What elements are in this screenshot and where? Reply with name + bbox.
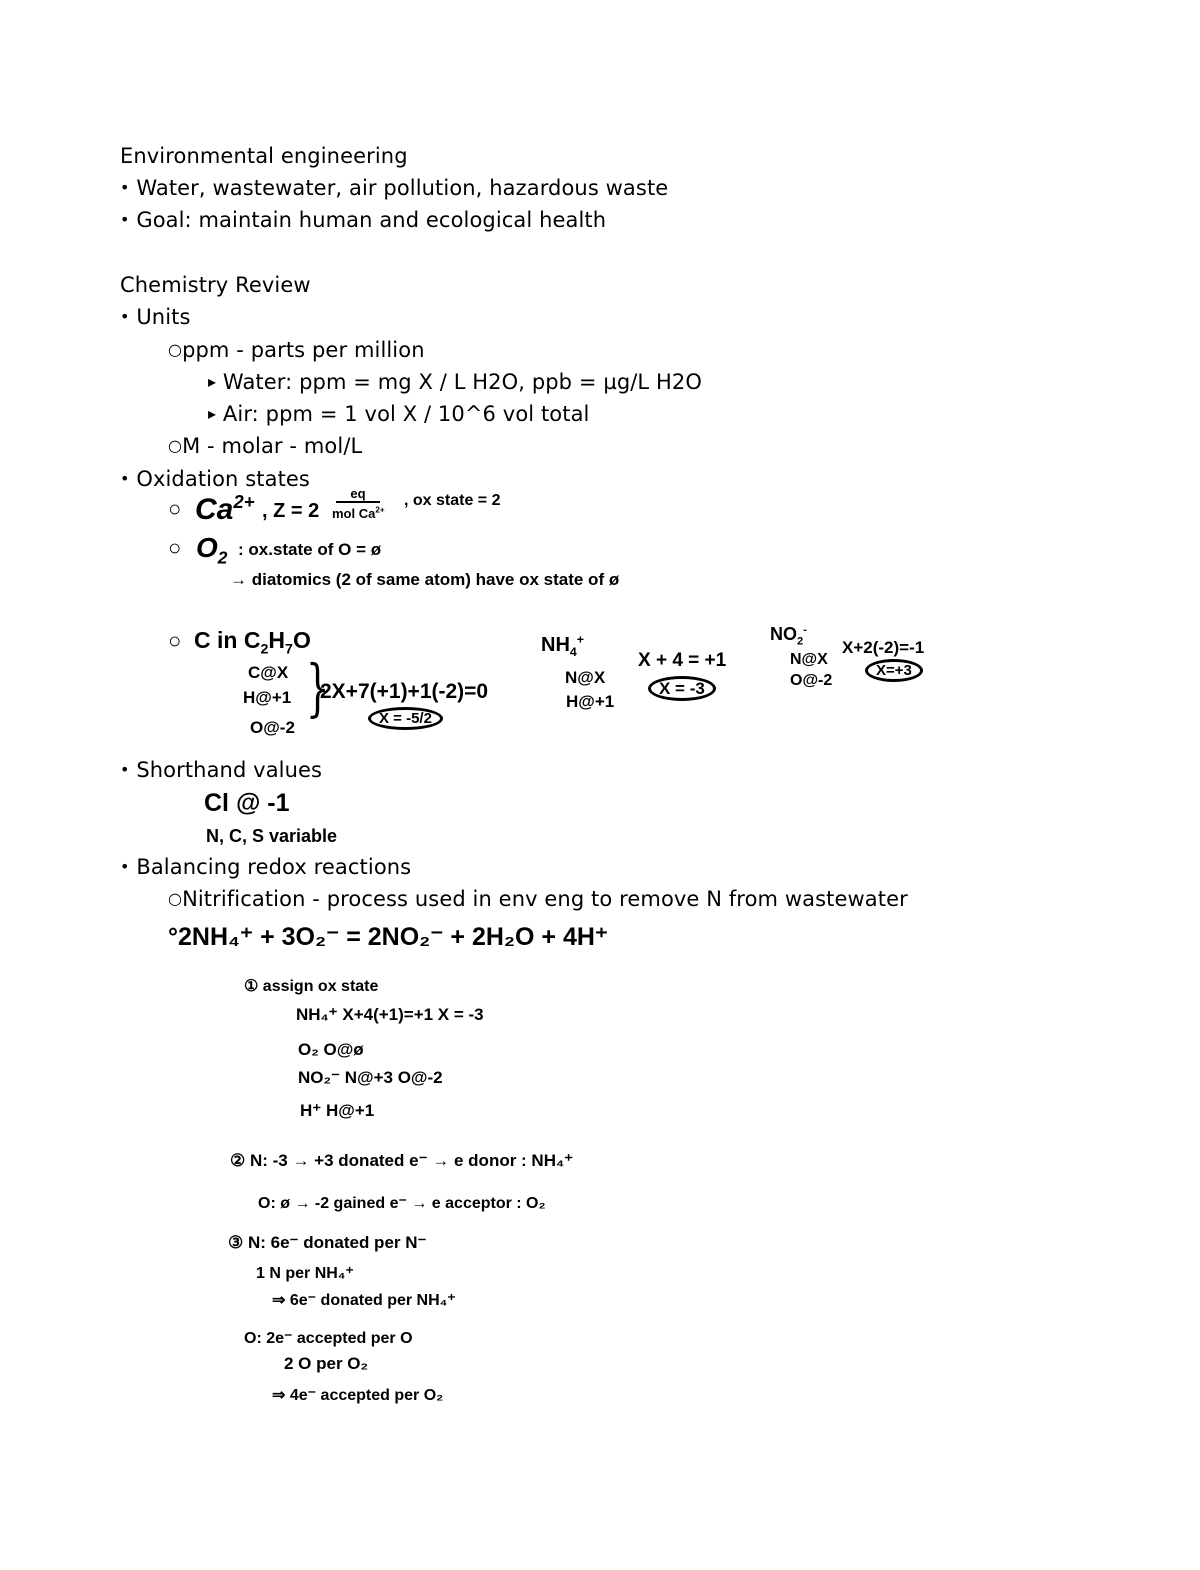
ca-frac-num: eq xyxy=(336,486,380,503)
nh4-answer: X = -3 xyxy=(648,679,716,699)
bullet-shorthand: • Shorthand values xyxy=(120,758,323,782)
step1-line-4: H⁺ H@+1 xyxy=(300,1101,375,1120)
c-line-1: C@X xyxy=(248,663,289,682)
no2-equation: X+2(-2)=-1 xyxy=(842,638,925,657)
sub-ppm-water: ▸ Water: ppm = mg X / L H2O, ppb = µg/L H2O xyxy=(208,370,702,394)
sub-ppm: ○ppm - parts per million xyxy=(168,338,425,362)
heading-environmental-engineering: Environmental engineering xyxy=(120,144,408,168)
no2-line-1: N@X xyxy=(790,651,828,668)
c-line-3: O@-2 xyxy=(250,718,295,737)
no2-ion: $NO_2^-$ xyxy=(770,624,807,648)
nh4-line-2: H@+1 xyxy=(566,692,615,711)
c-line-2: H@+1 xyxy=(243,688,292,707)
c-in-formula: C in $C_2H_7O$ xyxy=(194,627,311,658)
c-answer: X = -5/2 xyxy=(368,710,443,727)
circle-bullet: ○ xyxy=(168,535,182,560)
step3-heading: ③ N: 6e⁻ donated per N⁻ xyxy=(228,1233,427,1252)
heading-chemistry-review: Chemistry Review xyxy=(120,273,311,297)
diatomic-note: → diatomics (2 of same atom) have ox state of ø xyxy=(230,570,620,589)
nitrification-reaction: °2NH₄⁺ + 3O₂⁻ = 2NO₂⁻ + 2H₂O + 4H⁺ xyxy=(168,923,609,951)
bullet-env-1: • Water, wastewater, air pollution, hazardous waste xyxy=(120,176,669,200)
brace: } xyxy=(305,651,330,724)
bullet-units: • Units xyxy=(120,305,191,329)
sub-nitrification: ○Nitrification - process used in env eng to remove N from wastewater xyxy=(168,887,908,911)
step3-line-4: 2 O per O₂ xyxy=(284,1354,369,1373)
nh4-line-1: N@X xyxy=(565,668,606,687)
sub-ppm-air: ▸ Air: ppm = 1 vol X / 10^6 vol total xyxy=(208,402,590,426)
c-equation: 2X+7(+1)+1(-2)=0 xyxy=(320,680,489,703)
step3-line-3: O: 2e⁻ accepted per O xyxy=(244,1330,413,1347)
sub-molar: ○M - molar - mol/L xyxy=(168,434,363,458)
no2-line-2: O@-2 xyxy=(790,672,833,689)
nh4-ion: $NH_4^+$ xyxy=(541,632,585,659)
circle-bullet: ○ xyxy=(168,628,182,653)
ca-z: , Z = 2 xyxy=(262,500,320,522)
bullet-oxidation-states: • Oxidation states xyxy=(120,467,310,491)
bullet-env-2: • Goal: maintain human and ecological health xyxy=(120,208,607,232)
ca-ion: $Ca^{2+}$ xyxy=(195,491,255,526)
o2-note: : ox.state of O = ø xyxy=(238,540,382,559)
step1-line-3: NO₂⁻ N@+3 O@-2 xyxy=(298,1068,443,1087)
step2-line-1: ② N: -3 → +3 donated e⁻ → e donor : NH₄⁺ xyxy=(230,1151,574,1170)
no2-answer: X=+3 xyxy=(865,662,923,679)
step3-line-1: 1 N per NH₄⁺ xyxy=(256,1265,354,1282)
ncs-shorthand: N, C, S variable xyxy=(206,826,338,846)
circle-bullet: ○ xyxy=(168,496,182,521)
o2-molecule: $O_2$ xyxy=(196,532,228,568)
step1-line-2: O₂ O@ø xyxy=(298,1040,364,1059)
ca-ox-state: , ox state = 2 xyxy=(404,492,501,509)
step1-line-1: NH₄⁺ X+4(+1)=+1 X = -3 xyxy=(296,1005,484,1024)
ca-frac-den: mol $Ca^{2+}$ xyxy=(332,505,385,521)
step2-line-2: O: ø → -2 gained e⁻ → e acceptor : O₂ xyxy=(258,1195,546,1212)
step1-heading: ① assign ox state xyxy=(244,978,379,995)
cl-shorthand: Cl @ -1 xyxy=(204,789,290,817)
step3-line-2: ⇒ 6e⁻ donated per NH₄⁺ xyxy=(272,1292,456,1309)
step3-line-5: ⇒ 4e⁻ accepted per O₂ xyxy=(272,1387,444,1404)
nh4-equation: X + 4 = +1 xyxy=(638,650,727,671)
bullet-redox: • Balancing redox reactions xyxy=(120,855,412,879)
